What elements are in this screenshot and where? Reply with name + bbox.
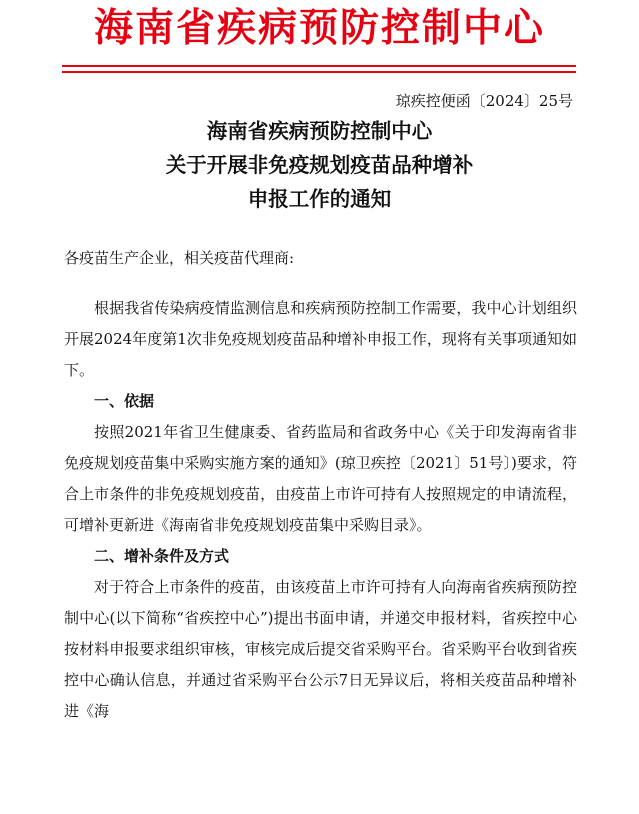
red-divider-bottom: [62, 71, 576, 73]
conditions-paragraph: 对于符合上市条件的疫苗，由该疫苗上市许可持有人向海南省疾病预防控制中心(以下简称“省疾控中心”)提出书面申请，并递交申报材料，省疾控中心按材料申报要求组织审核，审核完成后提交省采购平台。省采购平台收到省疾控中心确认信息，并通过省采购平台公示7日无异议后，将相关疫苗品种增补进《海: [64, 578, 577, 720]
section-heading-conditions: 二、增补条件及方式: [94, 547, 230, 565]
salutation: 各疫苗生产企业，相关疫苗代理商:: [64, 249, 295, 267]
basis-paragraph: 按照2021年省卫生健康委、省药监局和省政务中心《关于印发海南省非免疫规划疫苗集中采购实施方案的通知》(琼卫疾控〔2021〕51号〕)要求，符合上市条件的非免疫规划疫苗，由疫苗上市许可持有人按照规定的申请流程，可增补更新进《海南省非免疫规划疫苗集中采购目录》。: [64, 423, 577, 534]
title-line-2: 关于开展非免疫规划疫苗品种增补: [165, 153, 474, 177]
masthead-title: 海南省疾病预防控制中心: [93, 5, 545, 51]
section-heading-basis: 一、依据: [94, 392, 155, 410]
document-body: [64, 243, 577, 727]
red-divider-top: [62, 65, 576, 67]
document-number: 琼疾控便函〔2024〕25号: [395, 92, 573, 110]
intro-paragraph: 根据我省传染病疫情监测信息和疾病预防控制工作需要，我中心计划组织开展2024年度第1次非免疫规划疫苗品种增补申报工作，现将有关事项通知如下。: [64, 299, 577, 379]
title-line-1: 海南省疾病预防控制中心: [206, 119, 433, 143]
title-line-3: 申报工作的通知: [247, 187, 392, 211]
